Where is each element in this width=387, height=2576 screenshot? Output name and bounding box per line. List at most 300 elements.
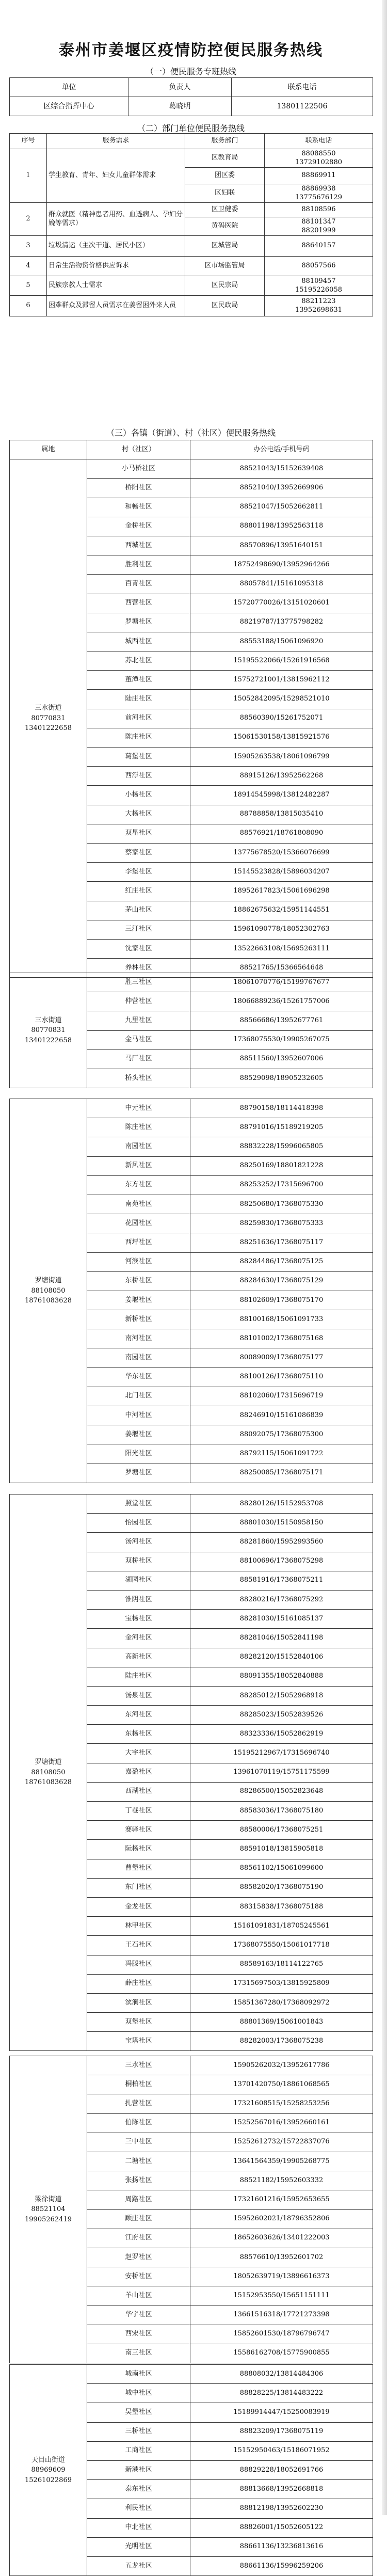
community-phone: 15905263538/18061096799 xyxy=(190,748,373,767)
street-mobile: 15261022869 xyxy=(25,2476,72,2484)
header-cell: 办公电话/手机号码 xyxy=(190,440,373,459)
community-name: 新桥社区 xyxy=(87,1310,190,1329)
community-phone: 88582020/17368075190 xyxy=(190,1878,373,1897)
hotline-table xyxy=(9,77,373,116)
community-phone: 88285012/15052968918 xyxy=(190,1686,373,1705)
community-phone: 88281860/15952993560 xyxy=(190,1533,373,1552)
community-phone: 18061070776/15199767677 xyxy=(190,973,373,992)
community-phone: 88813668/13952668818 xyxy=(190,2480,373,2499)
community-phone: 88808032/13814484306 xyxy=(190,2365,373,2384)
community-phone: 17321608515/15258253256 xyxy=(190,2094,373,2113)
community-name: 薛庄社区 xyxy=(87,1974,190,1993)
community-name: 城西社区 xyxy=(87,632,190,651)
street-table xyxy=(9,2364,373,2576)
community-phone: 18914545998/13812482287 xyxy=(190,786,373,805)
community-name: 五龙社区 xyxy=(87,2556,190,2575)
community-name: 光明社区 xyxy=(87,2537,190,2556)
community-phone: 88281046/15052841198 xyxy=(190,1629,373,1648)
community-phone: 18652603626/13401222003 xyxy=(190,2229,373,2248)
table-row xyxy=(10,296,373,316)
community-name: 滨涧社区 xyxy=(87,1993,190,2012)
community-phone: 88250680/17368075330 xyxy=(190,1195,373,1214)
community-phone: 88792115/15061091722 xyxy=(190,1444,373,1464)
community-name: 华东社区 xyxy=(87,1367,190,1387)
community-name: 陆庄社区 xyxy=(87,690,190,709)
table-row xyxy=(10,97,373,116)
community-phone: 15061530158/13815921576 xyxy=(190,728,373,747)
community-phone: 88282003/17368075238 xyxy=(190,2032,373,2051)
street-phone: 88108050 xyxy=(31,1768,66,1776)
street-table xyxy=(9,440,373,978)
community-phone: 88801369/15061001843 xyxy=(190,2013,373,2032)
community-phone: 18052639719/13896616373 xyxy=(190,2267,373,2286)
table-row xyxy=(10,276,373,296)
table-row xyxy=(10,149,373,168)
service-need: 日常生活物资价格供应诉求 xyxy=(47,257,185,276)
community-name: 赛驿社区 xyxy=(87,1821,190,1840)
community-name: 张扬社区 xyxy=(87,2171,190,2190)
community-phone: 15145523828/15896034207 xyxy=(190,863,373,882)
community-name: 伯陈社区 xyxy=(87,2113,190,2133)
community-phone: 88091355/18052840888 xyxy=(190,1667,373,1686)
community-name: 罗塘社区 xyxy=(87,613,190,632)
community-name: 阮杨社区 xyxy=(87,1840,190,1859)
community-phone: 88788858/13815035410 xyxy=(190,805,373,824)
service-dept: 区市场监管局 xyxy=(185,257,265,276)
dept-phone: 88640157 xyxy=(265,236,373,257)
community-name: 泰东社区 xyxy=(87,2480,190,2499)
community-name: 董潭社区 xyxy=(87,671,190,690)
paper-edge xyxy=(382,0,387,2515)
community-name: 淮阴社区 xyxy=(87,1590,190,1609)
community-name: 汤泉社区 xyxy=(87,1686,190,1705)
community-name: 花园社区 xyxy=(87,1214,190,1233)
community-name: 东桥社区 xyxy=(87,1271,190,1291)
community-phone: 13661516318/17721273398 xyxy=(190,2305,373,2325)
community-name: 西坪社区 xyxy=(87,1233,190,1252)
street-mobile: 13401222658 xyxy=(25,724,72,733)
service-need: 民族宗教人士需求 xyxy=(47,276,185,296)
community-name: 九里社区 xyxy=(87,1011,190,1030)
community-phone: 88791016/15189219205 xyxy=(190,1118,373,1137)
community-name: 金马社区 xyxy=(87,1030,190,1050)
community-name: 李堡社区 xyxy=(87,863,190,882)
community-phone: 88581916/17368075211 xyxy=(190,1571,373,1590)
community-phone: 18862675632/15951144551 xyxy=(190,901,373,920)
community-name: 姜堰社区 xyxy=(87,1425,190,1444)
table-row xyxy=(10,2056,373,2075)
service-dept: 团区委 xyxy=(185,168,265,184)
community-phone: 88529098/18905232605 xyxy=(190,1069,373,1088)
community-phone: 88101002/17368075168 xyxy=(190,1329,373,1348)
community-name: 扎营社区 xyxy=(87,2094,190,2113)
community-phone: 88790158/18114418398 xyxy=(190,1099,373,1118)
service-need: 学生教育、青年、妇女儿童群体需求 xyxy=(47,149,185,203)
dept-phone: 88211223 13952698631 xyxy=(265,296,373,316)
street-mobile: 18761083628 xyxy=(25,1778,72,1787)
row-number: 6 xyxy=(10,296,47,316)
community-name: 林甲社区 xyxy=(87,1917,190,1936)
community-phone: 88100126/17368075110 xyxy=(190,1367,373,1387)
community-name: 城南社区 xyxy=(87,2365,190,2384)
community-name: 新风社区 xyxy=(87,1156,190,1175)
table-row xyxy=(10,1494,373,1514)
street-table xyxy=(9,1099,373,1483)
community-phone: 88553188/15061096920 xyxy=(190,632,373,651)
community-phone: 88251636/17368075117 xyxy=(190,1233,373,1252)
department-hotline-table xyxy=(9,133,373,316)
community-name: 马厂社区 xyxy=(87,1050,190,1069)
header-need: 服务需求 xyxy=(47,134,185,149)
table-header-row xyxy=(10,440,373,459)
community-name: 苏北社区 xyxy=(87,651,190,671)
community-name: 冯滕社区 xyxy=(87,1955,190,1974)
community-name: 金桥社区 xyxy=(87,517,190,536)
community-phone: 15720770026/13151020601 xyxy=(190,594,373,613)
service-need: 困难群众及滞留人员需求在姜留困外来人员 xyxy=(47,296,185,316)
table-row xyxy=(10,459,373,479)
dept-phone: 88057566 xyxy=(265,257,373,276)
community-phone: 88250085/17368075171 xyxy=(190,1464,373,1483)
community-phone: 15152953550/15651151111 xyxy=(190,2286,373,2305)
community-phone: 88100696/17368075298 xyxy=(190,1552,373,1571)
community-name: 胜利社区 xyxy=(87,555,190,575)
community-name: 陈庄社区 xyxy=(87,728,190,747)
street-phone: 80770831 xyxy=(31,1026,66,1035)
table-row xyxy=(10,973,373,992)
community-phone: 17368075530/19905267075 xyxy=(190,1030,373,1050)
community-name: 小杨社区 xyxy=(87,786,190,805)
community-name: 吴堡社区 xyxy=(87,2403,190,2422)
service-dept: 区教育局 xyxy=(185,149,265,168)
table-row xyxy=(10,257,373,276)
community-phone: 15152950463/15186071952 xyxy=(190,2441,373,2460)
row-number: 1 xyxy=(10,149,47,203)
person-cell: 葛晓明 xyxy=(128,97,232,116)
community-phone: 88246910/15161086839 xyxy=(190,1406,373,1425)
table-header-row xyxy=(10,78,373,97)
table-row xyxy=(10,236,373,257)
service-dept: 区卫健委 xyxy=(185,203,265,217)
community-phone: 88661136/13236813616 xyxy=(190,2537,373,2556)
street-name: 罗塘街道 xyxy=(35,1277,62,1285)
street-mobile: 19905262419 xyxy=(25,2215,72,2223)
community-phone: 15851367280/17368092972 xyxy=(190,1993,373,2012)
community-phone: 17315697503/13815925809 xyxy=(190,1974,373,1993)
community-phone: 18952617823/15061696298 xyxy=(190,882,373,901)
community-phone: 15052842095/15298521010 xyxy=(190,690,373,709)
community-phone: 15586162708/15775900855 xyxy=(190,2344,373,2363)
section3-heading: （三）各镇（街道）、村（社区）便民服务热线 xyxy=(106,428,276,438)
community-name: 河滨社区 xyxy=(87,1252,190,1271)
service-dept: 区妇联 xyxy=(185,184,265,203)
community-name: 安桥社区 xyxy=(87,2267,190,2286)
dept-phone: 88109457 15195226058 xyxy=(265,276,373,296)
community-phone: 88253252/17315696700 xyxy=(190,1175,373,1195)
community-name: 陈庄社区 xyxy=(87,1118,190,1137)
street-cell xyxy=(10,1494,87,2051)
community-phone: 88576610/13952601702 xyxy=(190,2248,373,2267)
community-name: 双星社区 xyxy=(87,824,190,843)
community-phone: 13701420750/18861068565 xyxy=(190,2075,373,2094)
community-phone: 88661136/15996259206 xyxy=(190,2556,373,2575)
community-phone: 88259830/17368075333 xyxy=(190,1214,373,1233)
community-phone: 88286500/15052823648 xyxy=(190,1782,373,1801)
dept-phone: 88869911 xyxy=(265,168,373,184)
community-phone: 80089009/17368075177 xyxy=(190,1348,373,1367)
table-row xyxy=(10,1099,373,1118)
community-name: 照堂社区 xyxy=(87,1494,190,1514)
community-name: 蔡家社区 xyxy=(87,843,190,862)
community-name: 和畅社区 xyxy=(87,498,190,517)
community-phone: 18066889236/15261757006 xyxy=(190,992,373,1011)
unit-cell: 区综合指挥中心 xyxy=(10,97,128,116)
community-phone: 88570896/13951640151 xyxy=(190,536,373,555)
community-phone: 88566686/13952677761 xyxy=(190,1011,373,1030)
community-phone: 88829228/18052691766 xyxy=(190,2460,373,2479)
street-phone: 88969609 xyxy=(31,2466,66,2474)
community-phone: 88284630/17368075129 xyxy=(190,1271,373,1291)
community-phone: 15961090778/18052302763 xyxy=(190,920,373,939)
row-number: 3 xyxy=(10,236,47,257)
community-phone: 88801030/15150958150 xyxy=(190,1514,373,1533)
community-name: 周路社区 xyxy=(87,2190,190,2209)
section2-heading: （二）部门单位便民服务热线 xyxy=(137,123,245,133)
community-name: 南三社区 xyxy=(87,2344,190,2363)
community-phone: 88100168/15061091733 xyxy=(190,1310,373,1329)
community-name: 高新社区 xyxy=(87,1648,190,1667)
community-name: 曹堡社区 xyxy=(87,1859,190,1878)
community-phone: 88823209/17368075119 xyxy=(190,2422,373,2441)
community-name: 姜堰社区 xyxy=(87,1291,190,1310)
community-phone: 17321601216/15952653655 xyxy=(190,2190,373,2209)
header-phone: 联系电话 xyxy=(232,78,373,97)
community-name: 工商社区 xyxy=(87,2441,190,2460)
community-name: 新港社区 xyxy=(87,2460,190,2479)
community-name: 汤河社区 xyxy=(87,1533,190,1552)
community-name: 北门社区 xyxy=(87,1387,190,1406)
community-phone: 88915126/13952562268 xyxy=(190,767,373,786)
table-row xyxy=(10,203,373,217)
community-name: 茅山社区 xyxy=(87,901,190,920)
street-phone: 80770831 xyxy=(31,714,66,722)
street-name: 三水街道 xyxy=(35,1016,62,1024)
community-phone: 15752721001/13815962112 xyxy=(190,671,373,690)
community-name: 陆庄社区 xyxy=(87,1667,190,1686)
community-name: 西湖社区 xyxy=(87,1782,190,1801)
street-name: 三水街道 xyxy=(35,704,62,712)
community-name: 南园社区 xyxy=(87,1348,190,1367)
phone-cell: 13801122506 xyxy=(232,97,373,116)
community-name: 利民社区 xyxy=(87,2499,190,2518)
service-dept: 区民宗局 xyxy=(185,276,265,296)
community-phone: 88219787/13775798282 xyxy=(190,613,373,632)
dept-phone: 88869938 13775676129 xyxy=(265,184,373,203)
community-name: 桥阳社区 xyxy=(87,479,190,498)
street-mobile: 18761083628 xyxy=(25,1297,72,1305)
community-name: 沈家社区 xyxy=(87,939,190,958)
community-phone: 88576921/18761808090 xyxy=(190,824,373,843)
community-phone: 18752498690/13952964266 xyxy=(190,555,373,575)
community-phone: 15161091831/18705245561 xyxy=(190,1917,373,1936)
community-name: 金龙社区 xyxy=(87,1897,190,1916)
header-dept: 服务部门 xyxy=(185,134,265,149)
community-phone: 88589163/18114122765 xyxy=(190,1955,373,1974)
community-phone: 15195522066/15261916568 xyxy=(190,651,373,671)
row-number: 5 xyxy=(10,276,47,296)
community-phone: 13522663108/15695263111 xyxy=(190,939,373,958)
service-dept: 区城管局 xyxy=(185,236,265,257)
community-phone: 88521047/15052662811 xyxy=(190,498,373,517)
community-name: 南河社区 xyxy=(87,1329,190,1348)
community-name: 红庄社区 xyxy=(87,882,190,901)
community-phone: 88323336/15052862919 xyxy=(190,1725,373,1744)
street-cell xyxy=(10,1099,87,1483)
community-name: 桐柏社区 xyxy=(87,2075,190,2094)
community-name: 西宋社区 xyxy=(87,2325,190,2344)
row-number: 2 xyxy=(10,203,47,236)
community-phone: 88832228/15996065805 xyxy=(190,1137,373,1156)
street-table xyxy=(9,2056,373,2363)
street-table xyxy=(9,973,373,1088)
community-name: 赵罗社区 xyxy=(87,2248,190,2267)
community-name: 大宇社区 xyxy=(87,1744,190,1763)
community-name: 胜三社区 xyxy=(87,973,190,992)
header-person: 负责人 xyxy=(128,78,232,97)
community-name: 西浮社区 xyxy=(87,767,190,786)
dept-phone: 88088550 13729102880 xyxy=(265,149,373,168)
dept-phone: 88101347 88201999 xyxy=(265,217,373,236)
page-title: 泰州市姜堰区疫情防控便民服务热线 xyxy=(59,41,323,59)
community-name: 三中社区 xyxy=(87,2133,190,2152)
header-phone: 联系电话 xyxy=(265,134,373,149)
community-phone: 88057841/15161095318 xyxy=(190,575,373,594)
community-phone: 15852601530/18796796747 xyxy=(190,2325,373,2344)
community-phone: 88828225/13814483222 xyxy=(190,2384,373,2403)
street-phone: 88108050 xyxy=(31,1286,66,1295)
community-name: 阳光社区 xyxy=(87,1444,190,1464)
community-phone: 13775678520/15366076699 xyxy=(190,843,373,862)
community-phone: 88812198/13952602230 xyxy=(190,2499,373,2518)
community-phone: 88826001/15052605122 xyxy=(190,2518,373,2537)
community-phone: 88102060/17315696719 xyxy=(190,1387,373,1406)
header-unit: 单位 xyxy=(10,78,128,97)
community-name: 羊山社区 xyxy=(87,2286,190,2305)
community-name: 葛堡社区 xyxy=(87,748,190,767)
community-name: 西城社区 xyxy=(87,536,190,555)
community-phone: 88281030/15161085137 xyxy=(190,1610,373,1629)
community-phone: 88280126/15152953708 xyxy=(190,1494,373,1514)
community-name: 三水社区 xyxy=(87,2056,190,2075)
community-name: 东方社区 xyxy=(87,1175,190,1195)
community-name: 宝杨社区 xyxy=(87,1610,190,1629)
street-name: 天目山街道 xyxy=(31,2456,65,2464)
community-name: 中元社区 xyxy=(87,1099,190,1118)
community-phone: 88580006/17368075251 xyxy=(190,1821,373,1840)
street-cell xyxy=(10,973,87,1088)
community-phone: 88315838/17368075188 xyxy=(190,1897,373,1916)
community-name: 湖园社区 xyxy=(87,1571,190,1590)
street-cell xyxy=(10,2365,87,2576)
community-name: 中河社区 xyxy=(87,1406,190,1425)
community-name: 怡园社区 xyxy=(87,1514,190,1533)
community-phone: 88284486/17368075125 xyxy=(190,1252,373,1271)
community-name: 王石社区 xyxy=(87,1936,190,1955)
community-phone: 88591018/13815905818 xyxy=(190,1840,373,1859)
community-name: 三桥社区 xyxy=(87,2422,190,2441)
community-phone: 88092075/17368075300 xyxy=(190,1425,373,1444)
community-phone: 88560390/15261752071 xyxy=(190,709,373,728)
community-phone: 88583036/17368075180 xyxy=(190,1802,373,1821)
community-name: 双桥社区 xyxy=(87,1552,190,1571)
community-phone: 88561102/15061099600 xyxy=(190,1859,373,1878)
street-table xyxy=(9,1494,373,2051)
community-name: 大杨社区 xyxy=(87,805,190,824)
table-row xyxy=(10,2365,373,2384)
street-name: 罗塘街道 xyxy=(35,1758,62,1767)
community-name: 南苑社区 xyxy=(87,1195,190,1214)
community-phone: 88280216/17368075292 xyxy=(190,1590,373,1609)
community-phone: 88511560/13952607006 xyxy=(190,1050,373,1069)
community-name: 三汀社区 xyxy=(87,920,190,939)
community-phone: 88521182/15952603332 xyxy=(190,2171,373,2190)
community-phone: 88521765/15366564648 xyxy=(190,959,373,978)
community-phone: 88285023/15052839526 xyxy=(190,1706,373,1725)
community-name: 南园社区 xyxy=(87,1137,190,1156)
community-phone: 88250169/18801821228 xyxy=(190,1156,373,1175)
community-phone: 15905262032/13952617786 xyxy=(190,2056,373,2075)
community-phone: 88282120/15152840106 xyxy=(190,1648,373,1667)
street-cell xyxy=(10,2056,87,2363)
community-name: 养林社区 xyxy=(87,959,190,978)
community-phone: 88801198/13952563118 xyxy=(190,517,373,536)
community-name: 华宇社区 xyxy=(87,2305,190,2325)
street-phone: 88521104 xyxy=(31,2205,66,2214)
community-name: 东河社区 xyxy=(87,1706,190,1725)
community-name: 桥头社区 xyxy=(87,1069,190,1088)
community-name: 双堡社区 xyxy=(87,2013,190,2032)
community-name: 仲营社区 xyxy=(87,992,190,1011)
street-name: 梁徐街道 xyxy=(35,2195,62,2203)
community-name: 前河社区 xyxy=(87,709,190,728)
community-name: 城中社区 xyxy=(87,2384,190,2403)
community-name: 顾庄社区 xyxy=(87,2209,190,2229)
community-phone: 88521043/15152639408 xyxy=(190,459,373,479)
community-phone: 15252612732/15722837076 xyxy=(190,2133,373,2152)
community-name: 二塘社区 xyxy=(87,2152,190,2171)
header-no: 序号 xyxy=(10,134,47,149)
community-name: 东门社区 xyxy=(87,1878,190,1897)
service-dept: 黄码医院 xyxy=(185,217,265,236)
community-name: 罗塘社区 xyxy=(87,1464,190,1483)
community-phone: 15952602021/18796352806 xyxy=(190,2209,373,2229)
community-name: 西营社区 xyxy=(87,594,190,613)
community-name: 东杨社区 xyxy=(87,1725,190,1744)
community-name: 金河社区 xyxy=(87,1629,190,1648)
community-phone: 17368075550/15061017718 xyxy=(190,1936,373,1955)
community-phone: 15195212967/17315696740 xyxy=(190,1744,373,1763)
community-name: 宝塔社区 xyxy=(87,2032,190,2051)
community-phone: 88102609/17368075170 xyxy=(190,1291,373,1310)
row-number: 4 xyxy=(10,257,47,276)
community-name: 江府社区 xyxy=(87,2229,190,2248)
dept-phone: 88108596 xyxy=(265,203,373,217)
header-cell: 属地 xyxy=(10,440,87,459)
community-name: 中北社区 xyxy=(87,2518,190,2537)
service-dept: 区民政局 xyxy=(185,296,265,316)
section1-heading: （一）便民服务专班热线 xyxy=(145,67,236,76)
community-name: 百青社区 xyxy=(87,575,190,594)
